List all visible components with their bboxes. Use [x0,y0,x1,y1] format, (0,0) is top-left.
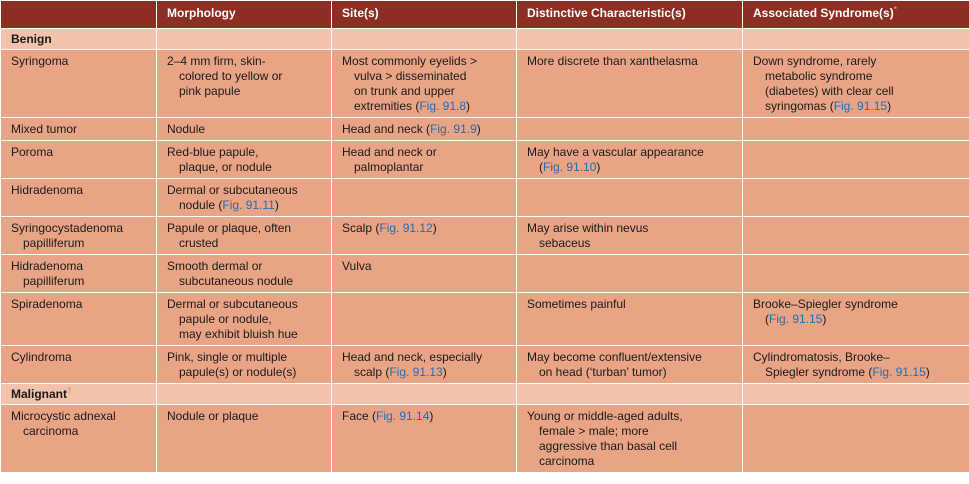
section-title: Benign [11,32,52,46]
cell-text: ( [539,160,543,174]
distinctive-cell [517,118,743,141]
cell-text: sebaceus [539,236,591,250]
header-sites: Site(s) [332,1,517,29]
cell-text: papilliferum [23,236,85,250]
cell-text: Papule or plaque, often [167,221,292,235]
tumor-name-cell [1,405,157,473]
cell-line [753,297,963,312]
table-row [1,118,969,141]
section-empty-cell [743,29,969,50]
sites-cell [332,217,517,255]
distinctive-cell [517,405,743,473]
sites-cell [332,141,517,179]
cell-text: on head (‘turban’ tumor) [539,365,667,379]
cell-text: Syringocystadenoma [11,221,124,235]
cell-text: colored to yellow or [179,69,283,83]
cell-line [342,365,510,380]
cell-text: Head and neck or [342,145,437,159]
section-empty-cell [517,384,743,405]
cell-text: Vulva [342,259,372,273]
table-body [1,29,969,473]
cell-line [167,365,325,380]
cell-line [167,54,325,69]
cell-text: Down syndrome, rarely [753,54,877,68]
syndrome-cell [743,346,969,384]
cell-line [11,259,150,274]
morphology-cell [157,255,332,293]
cell-text: Cylindroma [11,350,72,364]
cell-line [11,274,150,289]
footnote-mark: * [893,5,897,14]
figure-reference-link[interactable]: Fig. 91.13 [389,365,443,379]
morphology-cell [157,293,332,346]
cell-text: syringomas ( [765,99,834,113]
cell-line [527,221,736,236]
syndrome-cell [743,405,969,473]
cell-line [342,99,510,114]
cell-text: plaque, or nodule [179,160,272,174]
sites-cell [332,346,517,384]
table-row [1,405,969,473]
cell-line [11,122,150,137]
cell-text: crusted [179,236,219,250]
sites-cell [332,179,517,217]
cell-line [527,365,736,380]
cell-text: Syringoma [11,54,69,68]
cell-line [342,84,510,99]
header-associated-syndromes-label: Associated Syndrome(s) [753,6,894,20]
section-empty-cell [332,384,517,405]
header-row [1,1,969,29]
table-row [1,217,969,255]
syndrome-cell [743,217,969,255]
sites-cell [332,293,517,346]
cell-text: subcutaneous nodule [179,274,294,288]
cell-line [167,297,325,312]
cell-text: May arise within nevus [527,221,649,235]
syndrome-cell [743,179,969,217]
syndrome-cell [743,141,969,179]
cell-text: Scalp ( [342,221,380,235]
cell-text: Cylindromatosis, Brooke– [753,350,890,364]
distinctive-cell [517,346,743,384]
distinctive-cell [517,179,743,217]
cell-line [167,69,325,84]
cell-line [167,145,325,160]
cell-text: Smooth dermal or [167,259,263,273]
cell-line [753,350,963,365]
cell-text: carcinoma [23,424,79,438]
figure-reference-link[interactable]: Fig. 91.15 [872,365,926,379]
tumor-name-cell [1,217,157,255]
cell-text: Young or middle-aged adults, [527,409,683,423]
tumor-name-cell [1,50,157,118]
cell-line [342,145,510,160]
cell-text: May become confluent/extensive [527,350,702,364]
figure-reference-link[interactable]: Fig. 91.10 [543,160,597,174]
cell-text: ) [925,365,930,379]
cell-text: metabolic syndrome [765,69,873,83]
cell-line [167,327,325,342]
sites-cell [332,118,517,141]
cell-line [342,409,510,424]
section-title: Malignant [11,387,67,401]
syndrome-cell [743,118,969,141]
cell-line [167,122,325,137]
cell-text: female > male; more [539,424,649,438]
cell-line [342,350,510,365]
section-empty-cell [157,384,332,405]
table-row [1,50,969,118]
section-empty-cell [743,384,969,405]
cell-line [11,297,150,312]
cell-text: on trunk and upper [354,84,455,98]
cell-line [342,160,510,175]
cell-line [753,365,963,380]
cell-text: (diabetes) with clear cell [765,84,894,98]
cell-text: ) [429,409,434,423]
table-row [1,141,969,179]
section-empty-cell [517,29,743,50]
morphology-cell [157,405,332,473]
header-distinctive: Distinctive Characteristic(s) [517,1,743,29]
cell-line [527,350,736,365]
distinctive-cell [517,141,743,179]
cell-text: palmoplantar [354,160,424,174]
cell-line [342,221,510,236]
cell-line [167,84,325,99]
cell-line [167,350,325,365]
cell-line [342,69,510,84]
cell-text: Pink, single or multiple [167,350,288,364]
cell-text: papilliferum [23,274,85,288]
cell-line [167,274,325,289]
cell-line [753,99,963,114]
distinctive-cell [517,50,743,118]
tumor-name-cell [1,141,157,179]
cell-text: Poroma [11,145,54,159]
cell-text: ) [442,365,447,379]
cell-text: Mixed tumor [11,122,78,136]
cell-text: vulva > disseminated [354,69,467,83]
cell-line [167,312,325,327]
morphology-cell [157,141,332,179]
section-row [1,29,969,50]
cell-line [753,84,963,99]
figure-reference-link[interactable]: Fig. 91.15 [833,99,888,113]
cell-text: Face ( [342,409,377,423]
cell-line [167,221,325,236]
cell-line [11,221,150,236]
cell-text: aggressive than basal cell [539,439,678,453]
cell-line [167,183,325,198]
cell-text: May have a vascular appearance [527,145,704,159]
cell-line [342,259,510,274]
cell-text: Brooke–Spiegler syndrome [753,297,898,311]
figure-reference-link[interactable]: Fig. 91.15 [769,312,823,326]
cell-line [753,312,963,327]
section-row [1,384,969,405]
cell-text: ) [476,122,481,136]
morphology-cell [157,118,332,141]
cell-text: Spiegler syndrome ( [765,365,873,379]
cell-text: Head and neck, especially [342,350,483,364]
cell-text: Nodule [167,122,206,136]
cell-text: may exhibit bluish hue [179,327,298,341]
cell-line [527,236,736,251]
morphology-cell [157,217,332,255]
cell-text: Microcystic adnexal [11,409,116,423]
cell-text: Dermal or subcutaneous [167,183,298,197]
cell-text: ( [765,312,769,326]
tumor-name-cell [1,179,157,217]
cell-text: 2–4 mm firm, skin- [167,54,266,68]
syndrome-cell [743,50,969,118]
cell-text: Spiradenoma [11,297,83,311]
section-title-cell [1,384,157,405]
cell-line [11,54,150,69]
morphology-cell [157,179,332,217]
cell-text: ) [466,99,471,113]
cell-text: papule or nodule, [179,312,272,326]
figure-reference-link[interactable]: Fig. 91.8 [419,99,467,113]
distinctive-cell [517,293,743,346]
cell-text: Hidradenoma [11,259,84,273]
cell-line [167,259,325,274]
cell-line [527,439,736,454]
distinctive-cell [517,217,743,255]
cell-line [11,183,150,198]
cell-text: Dermal or subcutaneous [167,297,298,311]
cell-line [342,122,510,137]
table-row [1,346,969,384]
cell-text: ) [887,99,892,113]
figure-reference-link[interactable]: Fig. 91.12 [379,221,433,235]
cell-text: More discrete than xanthelasma [527,54,698,68]
cell-text: pink papule [179,84,241,98]
tumor-name-cell [1,118,157,141]
morphology-cell [157,50,332,118]
footnote-mark: † [67,386,72,395]
cell-text: Sometimes painful [527,297,626,311]
cell-line [11,236,150,251]
syndrome-cell [743,293,969,346]
cell-text: scalp ( [354,365,390,379]
cell-line [527,297,736,312]
cell-text: papule(s) or nodule(s) [179,365,297,379]
cell-line [342,54,510,69]
section-title-cell [1,29,157,50]
section-empty-cell [332,29,517,50]
cell-line [753,69,963,84]
cell-text: ) [596,160,601,174]
cell-text: Most commonly eyelids > [342,54,478,68]
cell-text: carcinoma [539,454,595,468]
cell-line [527,409,736,424]
cell-text: ) [432,221,437,235]
cell-text: extremities ( [354,99,420,113]
cell-line [527,160,736,175]
sites-cell [332,405,517,473]
syndrome-cell [743,255,969,293]
cell-text: Nodule or plaque [167,409,259,423]
figure-reference-link[interactable]: Fig. 91.14 [376,409,430,423]
sites-cell [332,255,517,293]
cell-line [11,409,150,424]
cell-line [527,454,736,469]
table-row [1,293,969,346]
cell-text: Head and neck ( [342,122,431,136]
cell-line [167,236,325,251]
cell-line [167,409,325,424]
sites-cell [332,50,517,118]
cell-text: Red-blue papule, [167,145,259,159]
figure-reference-link[interactable]: Fig. 91.9 [430,122,477,136]
cell-line [527,145,736,160]
header-associated-syndromes [743,1,969,29]
cell-line [753,54,963,69]
table-row [1,255,969,293]
header-cell-blank [1,1,157,29]
distinctive-cell [517,255,743,293]
header-morphology: Morphology [157,1,332,29]
cell-text: nodule ( [179,198,223,212]
cell-text: Hidradenoma [11,183,84,197]
cell-line [167,198,325,213]
cell-text: ) [274,198,279,212]
cell-line [167,160,325,175]
section-empty-cell [157,29,332,50]
morphology-cell [157,346,332,384]
figure-reference-link[interactable]: Fig. 91.11 [222,198,275,212]
cell-line [527,54,736,69]
table-row [1,179,969,217]
tumor-name-cell [1,255,157,293]
cell-line [527,424,736,439]
cell-line [11,424,150,439]
cell-line [11,145,150,160]
tumor-name-cell [1,293,157,346]
cell-line [11,350,150,365]
tumor-name-cell [1,346,157,384]
cell-text: ) [822,312,827,326]
